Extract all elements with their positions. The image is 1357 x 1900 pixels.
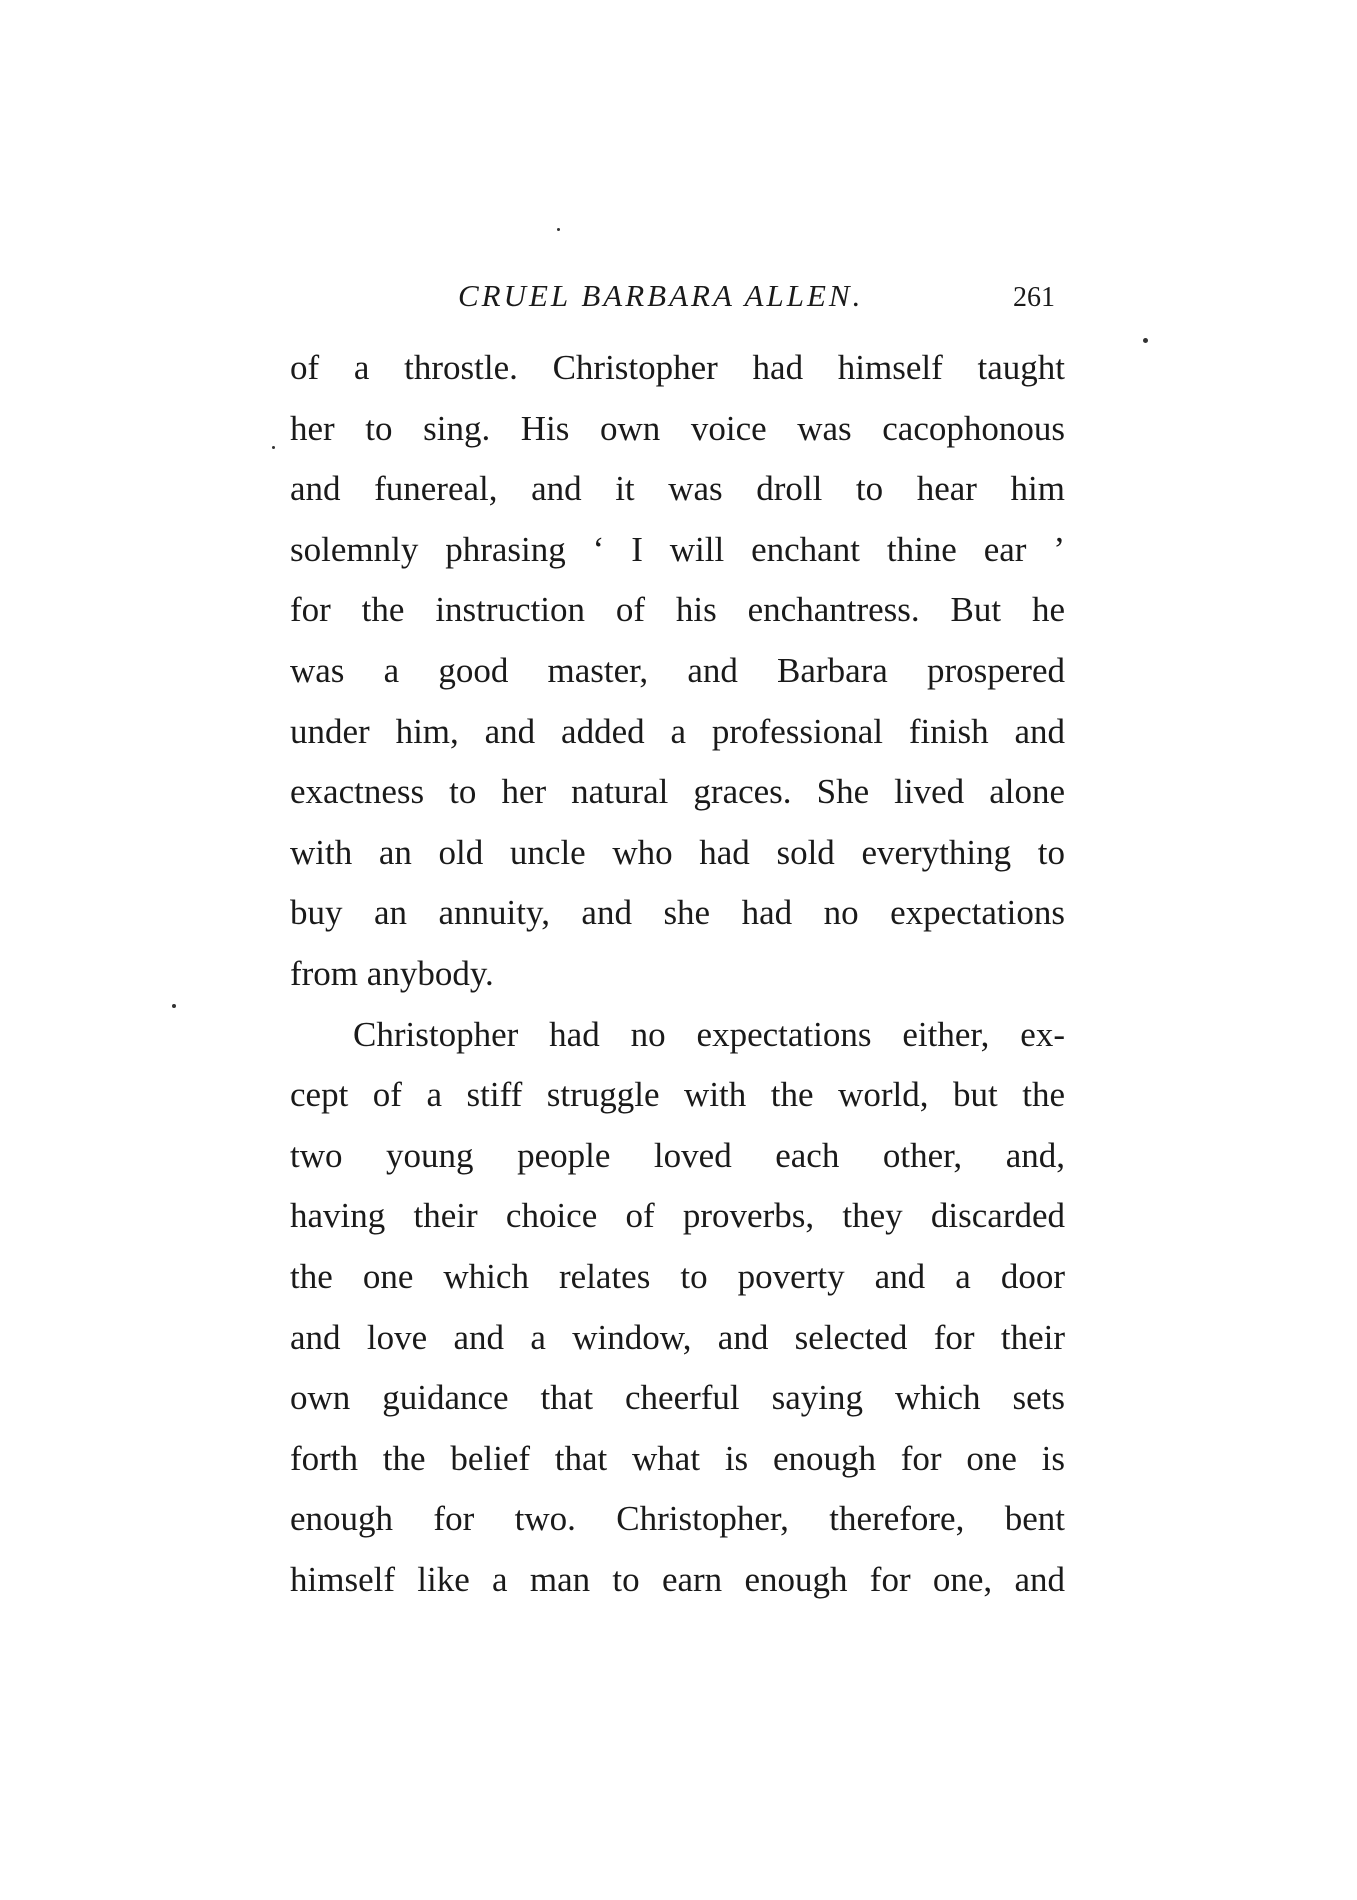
running-head <box>290 278 1070 318</box>
page-number: 261 <box>1013 282 1055 313</box>
text-line: enough for two. Christopher, therefore, bent <box>290 1499 1065 1539</box>
scan-speck <box>272 446 275 449</box>
text-line: and funereal, and it was droll to hear him <box>290 469 1065 509</box>
text-line: buy an annuity, and she had no expectations <box>290 893 1065 933</box>
text-line: having their choice of proverbs, they discarded <box>290 1196 1065 1236</box>
text-line: Christopher had no expectations either, ex- <box>353 1014 1065 1054</box>
text-line: with an old uncle who had sold everything to <box>290 832 1065 872</box>
running-title: CRUEL BARBARA ALLEN. <box>458 278 864 313</box>
text-line: for the instruction of his enchantress. But he <box>290 590 1065 630</box>
text-line: her to sing. His own voice was cacophonous <box>290 408 1065 448</box>
text-line: the one which relates to poverty and a door <box>290 1256 1065 1296</box>
text-line: cept of a stiff struggle with the world, but the <box>290 1075 1065 1115</box>
text-line: himself like a man to earn enough for one, and <box>290 1559 1065 1599</box>
scan-speck <box>557 228 560 231</box>
text-line: from anybody. <box>290 953 494 993</box>
scan-speck <box>1143 338 1148 343</box>
text-line: two young people loved each other, and, <box>290 1135 1065 1175</box>
text-line: solemnly phrasing ‘ I will enchant thine ear ’ <box>290 529 1065 569</box>
text-line: forth the belief that what is enough for one is <box>290 1438 1065 1478</box>
body-text <box>290 338 1065 1610</box>
text-line: under him, and added a professional finish and <box>290 711 1065 751</box>
scan-speck <box>172 1004 176 1008</box>
text-line: exactness to her natural graces. She lived alone <box>290 772 1065 812</box>
text-line: own guidance that cheerful saying which sets <box>290 1378 1065 1418</box>
text-line: was a good master, and Barbara prospered <box>290 650 1065 690</box>
text-line: of a throstle. Christopher had himself taught <box>290 348 1065 387</box>
text-line: and love and a window, and selected for their <box>290 1317 1065 1357</box>
